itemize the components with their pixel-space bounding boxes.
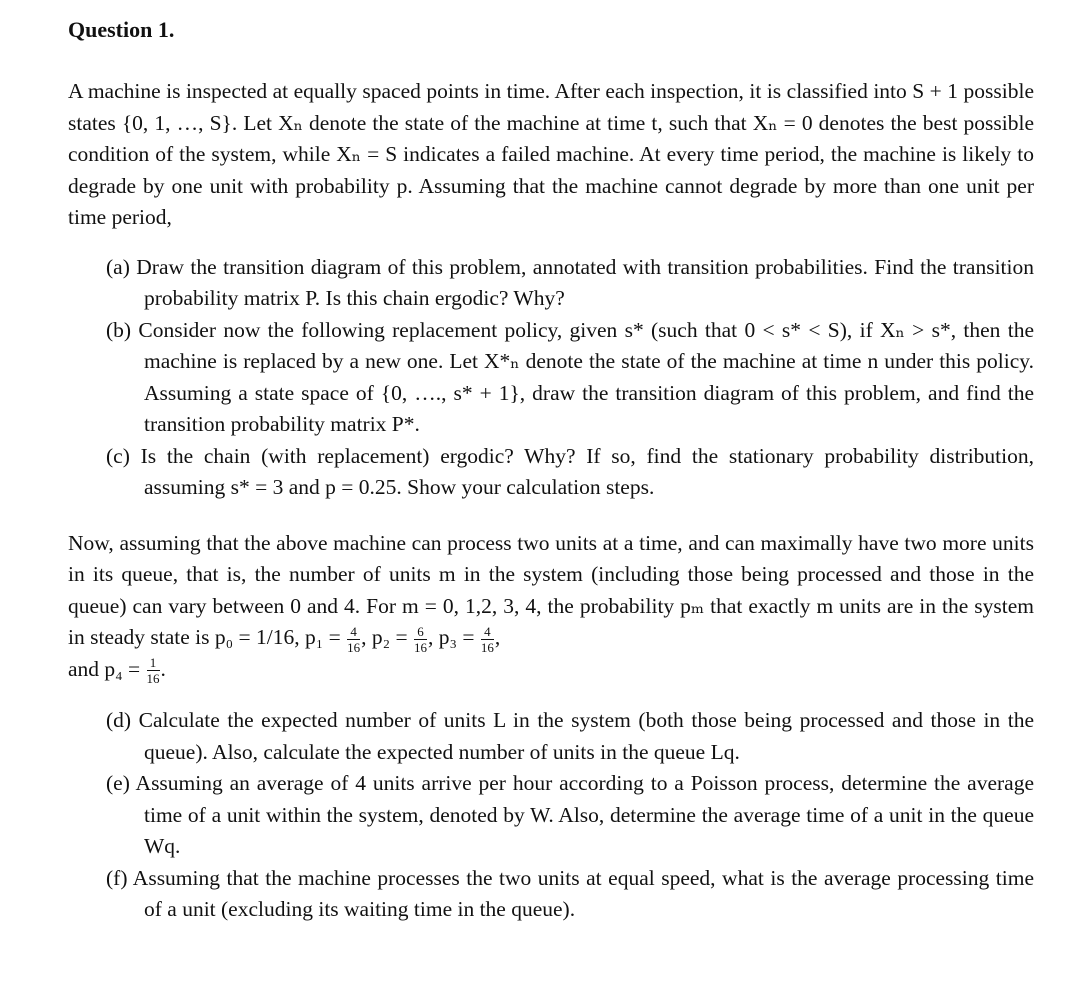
parts-list-1 bbox=[68, 252, 1034, 504]
fraction-p2: $\frac{6}{16}$ bbox=[413, 623, 427, 655]
parts-list-2 bbox=[68, 705, 1034, 926]
intro-paragraph: A machine is inspected at equally spaced points in time. After each inspection, it is classified into S + 1 possible states {0, 1, …, S}. Let Xₙ denote the state of the machine at time t, such that Xₙ = 0 denotes the best possible condition of the system, while Xₙ = S indicates a failed machine. At every time period, the machine is likely to degrade by one unit with probability p. Assuming that the machine cannot degrade by more than one unit per time period, bbox=[68, 79, 1034, 229]
part-d: (d) Calculate the expected number of units L in the system (both those being processed and those in the queue). Also, calculate the expected number of units in the queue Lq. bbox=[106, 708, 1034, 764]
fraction-p1: $\frac{4}{16}$ bbox=[347, 623, 361, 655]
fraction-p4: $\frac{1}{16}$ bbox=[146, 655, 160, 687]
part-f: (f) Assuming that the machine processes the two units at equal speed, what is the average processing time of a unit (excluding its waiting time in the queue). bbox=[106, 865, 1034, 922]
part-a: (a) Draw the transition diagram of this problem, annotated with transition probabilities. Find the transition probability matrix P. Is this chain ergodic? Why? bbox=[106, 254, 1034, 310]
queue-text: Now, assuming that the above machine can process two units at a time, and can maximally have two more units in its queue, that is, the number of units m in the system (including those being processed and those in the queue) can vary between 0 and 4. For m = 0, 1,2, 3, 4, the probability pₘ that exactly m units are in the system in steady state is p₀ = 1/16, p₁ = bbox=[68, 530, 1034, 649]
part-c: (c) Is the chain (with replacement) ergodic? Why? If so, find the stationary probability distribution, assuming s* = 3 and p = 0.25. Show your calculation steps. bbox=[106, 443, 1034, 499]
question-title: Question 1. bbox=[68, 17, 175, 42]
part-b: (b) Consider now the following replacement policy, given s* (such that 0 < s* < S), if Xₙ > s*, then the machine is replaced by a new one. Let X*ₙ denote the state of the machine at time n under this policy. Assuming a state space of {0, …., s* + 1}, draw the transition diagram of this problem, and find the transition probability matrix P*. bbox=[106, 317, 1034, 436]
part-e: (e) Assuming an average of 4 units arrive per hour according to a Poisson process, determine the average time of a unit within the system, denoted by W. Also, determine the average time of a unit in the queue Wq. bbox=[106, 771, 1034, 859]
p4-label: and p₄ = bbox=[68, 656, 141, 681]
fraction-p3: $\frac{4}{16}$ bbox=[480, 623, 494, 655]
queue-paragraph: Now, assuming that the above machine can process two units at a time, and can maximally have two more units in its queue, that is, the number of units m in the system (including those being processed and those in the queue) can vary between 0 and 4. For m = 0, 1,2, 3, 4, the probability pₘ that exactly m units are in the system in steady state is p₀ = 1/16, p₁ = $\frac{4}{16}$ , p₂ = $\frac{6}{16}$ , p₃ = $\frac{4}{16}$ , and p₄ = $\frac{1}{16}$ . bbox=[68, 530, 1034, 687]
question-page bbox=[68, 14, 1034, 926]
